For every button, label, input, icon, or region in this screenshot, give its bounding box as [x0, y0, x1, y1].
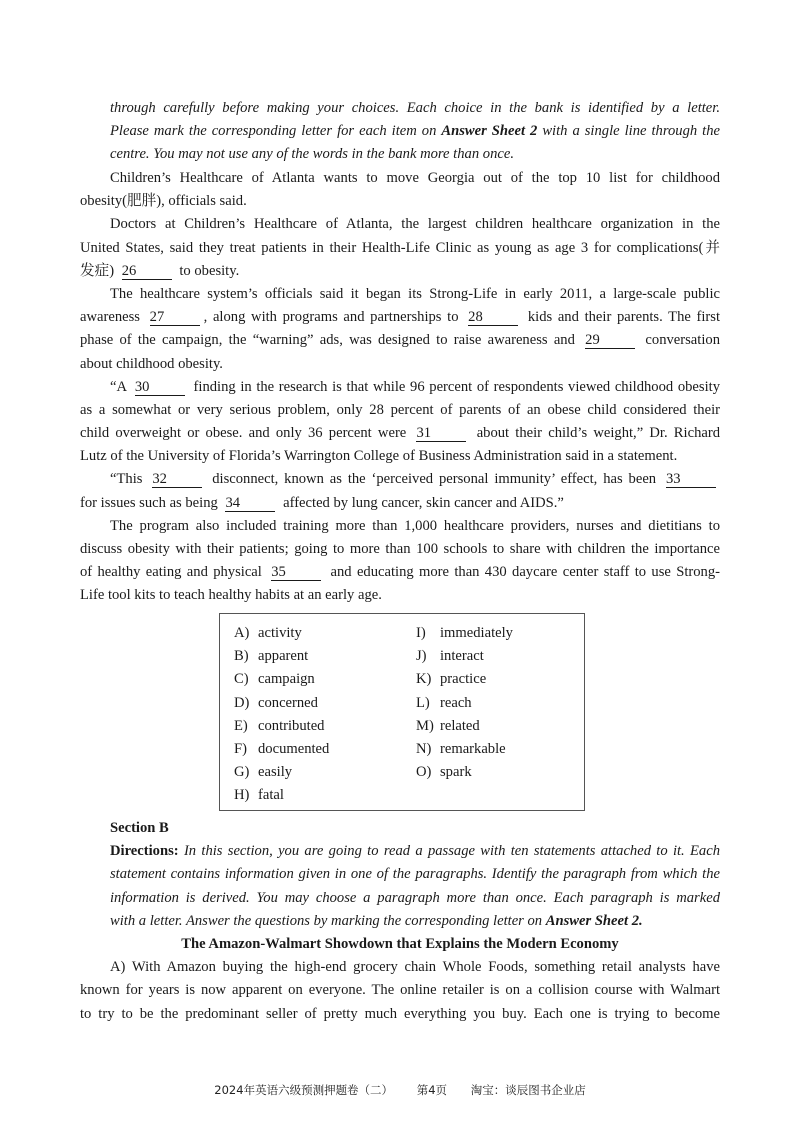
option-letter: F)	[234, 740, 247, 757]
word-bank-option[interactable]	[416, 761, 513, 784]
blank-30[interactable]: 30	[135, 379, 185, 396]
option-word: campaign	[258, 671, 315, 688]
directions-text: .	[639, 912, 643, 929]
paragraph-line	[80, 329, 720, 352]
directions-line: information is derived. You may choose a paragraph more than once. Each paragraph is marked	[110, 889, 720, 906]
text: conversation	[645, 332, 720, 349]
word-bank-option[interactable]	[234, 668, 329, 691]
paragraph-line: Life tool kits to teach healthy habits at an early age.	[80, 587, 382, 604]
option-letter: I)	[416, 625, 426, 641]
word-bank-option[interactable]	[416, 715, 513, 738]
word-bank-option[interactable]	[234, 622, 329, 645]
directions-line: statement contains information given in one of the paragraphs. Identify the paragraph from which the	[110, 866, 720, 883]
word-bank-option[interactable]	[234, 645, 329, 668]
paragraph-line	[80, 561, 720, 584]
blank-28[interactable]: 28	[468, 309, 518, 326]
paragraph-line: A) With Amazon buying the high-end grocery chain Whole Foods, something retail analysts have	[110, 959, 720, 976]
option-letter: O)	[416, 764, 432, 781]
option-letter: K)	[416, 671, 432, 688]
text: for issues such as being	[80, 494, 218, 511]
word-bank-option[interactable]	[234, 738, 329, 761]
directions-line	[80, 840, 720, 863]
directions-label: Directions:	[110, 843, 179, 860]
option-letter: H)	[234, 787, 250, 804]
word-bank-option[interactable]	[416, 645, 513, 668]
text: kids and their parents. The first	[527, 309, 721, 326]
directions-line: centre. You may not use any of the words in the bank more than once.	[110, 146, 514, 163]
footer-exam-title: 2024年英语六级预测押题卷（二）	[214, 1083, 394, 1097]
directions-text: In this section, you are going to read a passage with ten statements attached to it. Each	[178, 843, 720, 860]
directions-line	[80, 120, 720, 143]
option-word: activity	[258, 625, 302, 641]
word-bank-option[interactable]	[234, 692, 329, 715]
paragraph-line	[80, 468, 720, 491]
paragraph-line	[80, 376, 720, 399]
paragraph-line: United States, said they treat patients in their Health-Life Clinic as young as age 3 for complications(并	[80, 239, 720, 256]
option-word: apparent	[258, 648, 309, 665]
option-letter: N)	[416, 740, 432, 757]
text: to obesity.	[179, 262, 240, 279]
word-bank-option[interactable]	[416, 668, 513, 691]
word-bank-option[interactable]	[234, 715, 329, 738]
word-bank-option[interactable]	[416, 738, 513, 761]
text: disconnect, known as the ‘perceived personal immunity’ effect, has been	[212, 471, 657, 488]
option-word: concerned	[258, 694, 318, 711]
option-letter: A)	[234, 625, 250, 641]
text: “A	[110, 378, 127, 395]
text: finding in the research is that while 96 percent of respondents viewed childhood obesity	[193, 378, 720, 395]
paragraph-line: Doctors at Children’s Healthcare of Atlanta, the largest children healthcare organization in the	[110, 216, 720, 233]
blank-27[interactable]: 27	[150, 309, 200, 326]
text: of healthy eating and physical	[80, 564, 262, 581]
option-word: remarkable	[440, 740, 506, 757]
blank-26[interactable]: 26	[122, 263, 172, 280]
page-footer	[0, 1082, 800, 1098]
word-bank-option[interactable]	[416, 692, 513, 715]
text: awareness	[80, 309, 140, 326]
word-bank-option[interactable]	[416, 622, 513, 645]
option-word: contributed	[258, 717, 325, 734]
blank-34[interactable]: 34	[225, 495, 275, 512]
paragraph-line	[80, 306, 720, 329]
blank-35[interactable]: 35	[271, 564, 321, 581]
blank-32[interactable]: 32	[152, 471, 202, 488]
directions-text: with a single line through the	[537, 123, 720, 140]
directions-line	[80, 910, 720, 933]
paragraph-line: Lutz of the University of Florida’s Warrington College of Business Administration said in a statement.	[80, 448, 678, 465]
word-bank-option[interactable]	[234, 784, 329, 807]
section-b	[80, 817, 720, 1026]
option-letter: L)	[416, 694, 430, 711]
paragraph-line	[80, 492, 720, 515]
option-word: reach	[440, 694, 472, 711]
answer-sheet-label: Answer Sheet 2	[545, 912, 640, 929]
option-letter: C)	[234, 671, 249, 688]
paragraph-line: The program also included training more than 1,000 healthcare providers, nurses and dietitians to	[110, 517, 720, 534]
word-bank-option[interactable]	[234, 761, 329, 784]
article-title: The Amazon-Walmart Showdown that Explains the Modern Economy	[181, 935, 619, 952]
paragraph-line: Children’s Healthcare of Atlanta wants to move Georgia out of the top 10 list for childhood	[110, 170, 720, 186]
blank-29[interactable]: 29	[585, 332, 635, 349]
paragraph-line: as a somewhat or very serious problem, only 28 percent of parents of an obese child considered their	[80, 401, 720, 418]
blank-31[interactable]: 31	[416, 425, 466, 442]
option-letter: G)	[234, 764, 250, 781]
paragraph-line: discuss obesity with their patients; going to more than 100 schools to share with children the importance	[80, 541, 720, 557]
text: and educating more than 430 daycare center staff to use Strong-	[330, 564, 720, 581]
section-b-heading: Section B	[110, 820, 169, 836]
cloze-passage	[80, 167, 720, 608]
text: 发症)	[80, 262, 115, 279]
footer-page-number: 第4页	[416, 1083, 448, 1097]
word-bank	[219, 613, 585, 811]
word-bank-right-column	[416, 622, 513, 784]
option-word: related	[440, 717, 480, 734]
option-letter: J)	[416, 648, 427, 665]
option-letter: B)	[234, 648, 249, 665]
word-bank-left-column	[234, 622, 329, 808]
option-word: documented	[258, 740, 330, 757]
footer-shop-name: 淘宝：谈辰图书企业店	[470, 1083, 586, 1097]
text: about their child’s weight,” Dr. Richard	[476, 425, 720, 442]
paragraph-line	[80, 260, 720, 283]
option-letter: E)	[234, 717, 248, 734]
paragraph-line: The healthcare system’s officials said it began its Strong-Life in early 2011, a large-scale public	[110, 285, 720, 302]
option-word: spark	[440, 764, 472, 781]
option-letter: M)	[416, 717, 434, 734]
answer-sheet-label: Answer Sheet 2	[441, 123, 538, 140]
option-word: fatal	[258, 787, 284, 804]
section-a-directions	[80, 97, 720, 167]
text: “This	[110, 471, 143, 488]
directions-text: Please mark the corresponding letter for each item on	[110, 123, 442, 140]
blank-33[interactable]: 33	[666, 471, 716, 488]
directions-text: with a letter. Answer the questions by marking the corresponding letter on	[110, 912, 546, 929]
paragraph-line: known for years is now apparent on everyone. The online retailer is on a collision course with Walmart	[80, 982, 720, 999]
paragraph-line: obesity(肥胖), officials said.	[80, 193, 247, 210]
option-word: interact	[440, 648, 484, 665]
text: phase of the campaign, the “warning” ads, was designed to raise awareness and	[80, 332, 575, 349]
option-letter: D)	[234, 694, 250, 711]
option-word: immediately	[440, 625, 513, 641]
directions-line: through carefully before making your choices. Each choice in the bank is identified by a letter.	[110, 100, 720, 116]
paragraph-line: about childhood obesity.	[80, 355, 223, 372]
paragraph-line	[80, 422, 720, 445]
text: , along with programs and partnerships to	[203, 309, 459, 326]
paragraph-line: to try to be the predominant seller of pretty much everything you buy. Each one is trying to become	[80, 1005, 720, 1022]
text: affected by lung cancer, skin cancer and AIDS.”	[283, 494, 564, 511]
text: child overweight or obese. and only 36 percent were	[80, 425, 407, 442]
option-word: practice	[440, 671, 487, 688]
option-word: easily	[258, 764, 293, 781]
